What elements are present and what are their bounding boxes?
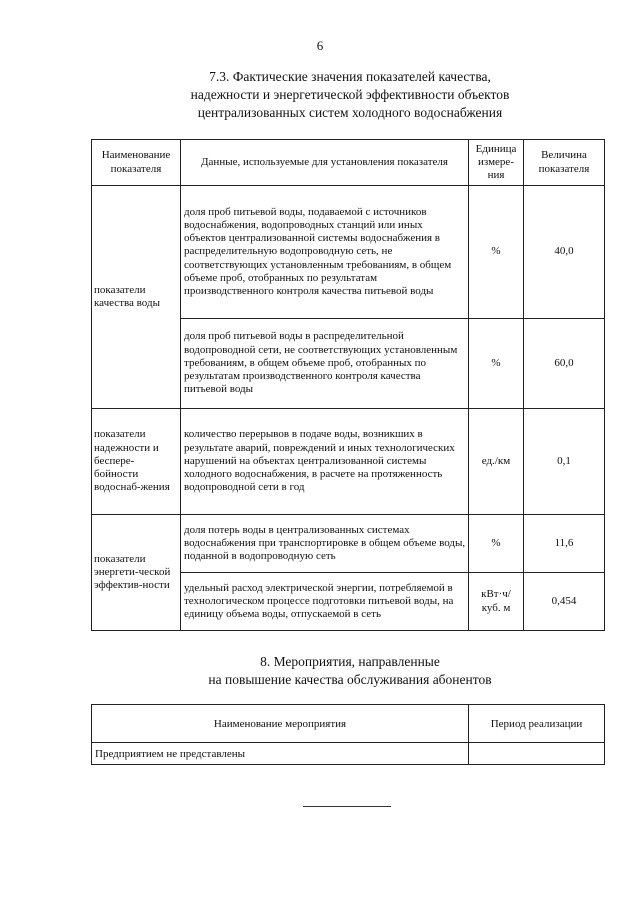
header-period: Период реализации — [469, 705, 605, 743]
header-measure: Наименование мероприятия — [92, 705, 469, 743]
indicator-quality: показатели качества воды — [92, 186, 181, 409]
header-unit: Единица измере-ния — [469, 140, 524, 186]
indicators-table — [91, 139, 605, 631]
title-line: 8. Мероприятия, направленные — [260, 654, 440, 669]
row-value: 11,6 — [524, 515, 605, 573]
table-header-row — [92, 705, 605, 743]
row-unit: % — [469, 186, 524, 319]
row-unit: % — [469, 515, 524, 573]
indicator-reliability: показатели надежности и беспере-бойности водоснаб-жения — [92, 409, 181, 515]
row-value: 60,0 — [524, 319, 605, 409]
row-value: 0,454 — [524, 573, 605, 631]
period-cell — [469, 743, 605, 765]
measures-table — [91, 704, 605, 765]
table-row — [92, 743, 605, 765]
title-line: надежности и энергетической эффективности объектов — [190, 87, 510, 102]
row-unit: ед./км — [469, 409, 524, 515]
title-line: на повышение качества обслуживания абонентов — [208, 672, 492, 687]
row-data: удельный расход электрической энергии, потребляемой в технологическом процессе подготовки питьевой воды, на единицу объема воды, отпускаемой в сеть — [181, 573, 469, 631]
header-name: Наименование показателя — [92, 140, 181, 186]
indicator-efficiency: показатели энергети-ческой эффектив-ности — [92, 515, 181, 631]
header-data: Данные, используемые для установления показателя — [181, 140, 469, 186]
page-number: 6 — [316, 38, 324, 53]
table-row — [92, 186, 605, 319]
row-value: 40,0 — [524, 186, 605, 319]
header-value: Величина показателя — [524, 140, 605, 186]
table-row — [92, 409, 605, 515]
row-data: доля потерь воды в централизованных системах водоснабжения при транспортировке в общем объеме воды, поданной в водопроводную сеть — [181, 515, 469, 573]
row-unit: кВт·ч/ куб. м — [469, 573, 524, 631]
measure-cell: Предприятием не представлены — [92, 743, 469, 765]
row-data: количество перерывов в подаче воды, возникших в результате аварий, повреждений и иных технологических нарушений на объектах централизованной системы холодного водоснабжения, в расчете на протяженность водопроводной сети в год — [181, 409, 469, 515]
row-value: 0,1 — [524, 409, 605, 515]
row-data: доля проб питьевой воды, подаваемой с источников водоснабжения, водопроводных станций или иных объектов централизованной системы водоснабжения в распределительную водопроводную сеть, не соответствующих установленным требованиям, в общем объеме проб, отобранных по результатам производственного контроля качества питьевой воды — [181, 186, 469, 319]
table-header-row — [92, 140, 605, 186]
title-line: 7.3. Фактические значения показателей качества, — [209, 69, 491, 84]
section-8-title — [120, 653, 580, 689]
table-row — [92, 515, 605, 573]
section-7-3-title — [120, 68, 580, 122]
title-line: централизованных систем холодного водоснабжения — [197, 105, 503, 120]
row-unit: % — [469, 319, 524, 409]
bottom-rule — [303, 806, 391, 807]
row-data: доля проб питьевой воды в распределительной водопроводной сети, не соответствующих установленным требованиям, в общем объеме проб, отобранных по результатам производственного контроля качества питьевой воды — [181, 319, 469, 409]
